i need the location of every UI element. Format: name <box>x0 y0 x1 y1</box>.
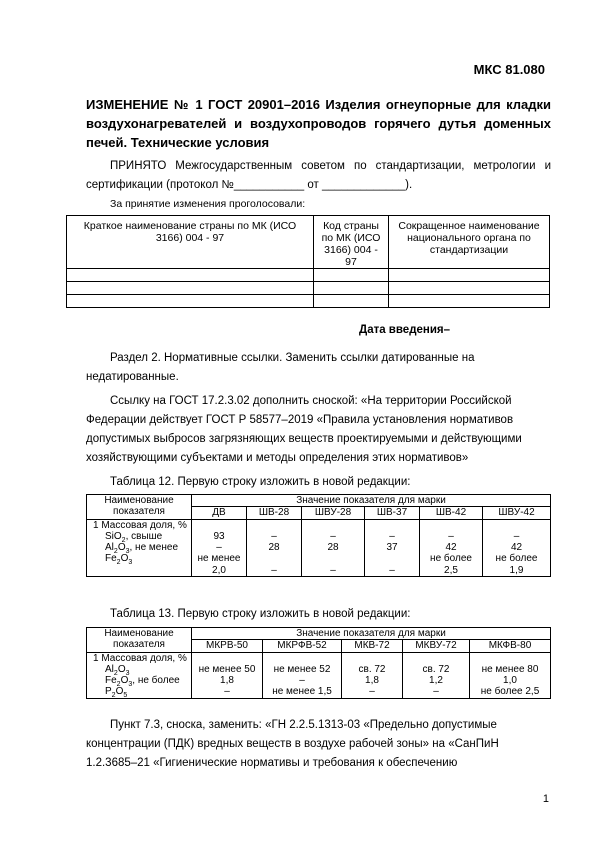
classification-code: МКС 81.080 <box>473 62 545 77</box>
t13-col: МКРФВ-52 <box>263 640 342 652</box>
t12-col: ДВ <box>192 507 247 519</box>
vote-empty-row <box>67 269 550 282</box>
t12-values-shvu28: – 28 – <box>302 519 365 576</box>
t12-values-dv: 93 – не менее 2,0 <box>192 519 247 576</box>
page-number: 1 <box>542 793 549 805</box>
vote-header-organ: Сокращенное наименование национального органа по стандартизации <box>389 216 550 269</box>
clause73-line-1: Пункт 7.3, сноска, заменить: «ГН 2.2.5.1313-03 «Предельно допустимые <box>110 719 497 731</box>
t13-row-label-cell <box>87 652 192 698</box>
t13-col: МКВ-72 <box>342 640 403 652</box>
t13-row-label: 1 Массовая доля, % <box>93 652 187 664</box>
t13-head-value: Значение показателя для марки <box>192 628 551 640</box>
vote-header-code: Код страны по МК (ИСО 3166) 004 - 97 <box>314 216 389 269</box>
t13-values-mkrfv52: не менее 52 – не менее 1,5 <box>263 652 342 698</box>
t13-col: МКФВ-80 <box>470 640 551 652</box>
t12-sio2-label: SiO$_2$, свыше <box>105 530 163 544</box>
footnote-line-2: Федерации действует ГОСТ Р 58577–2019 «Правила установления нормативов <box>86 414 514 426</box>
footnote-line-3: допустимых выбросов загрязняющих веществ проектируемыми и действующими <box>86 433 522 445</box>
footnote-line-4: хозяйствующими субъектами и методы определения этих нормативов» <box>86 452 469 464</box>
t12-values-shvu42: – 42 не более 1,9 <box>483 519 551 576</box>
t12-al2o3-label: $Al_2O_3$, не менее <box>105 542 179 556</box>
t13-col: МКВУ-72 <box>403 640 470 652</box>
t12-values-shv28: – 28 – <box>247 519 302 576</box>
table-13 <box>86 627 551 699</box>
t12-values-shv37: – 37 – <box>365 519 420 576</box>
t13-values-mkfv80: не менее 80 1,0 не более 2,5 <box>470 652 551 698</box>
table13-caption: Таблица 13. Первую строку изложить в новой редакции: <box>110 608 411 620</box>
accepted-line-1: ПРИНЯТО Межгосударственным советом по стандартизации, метрологии и <box>110 160 551 172</box>
t13-values-mkv72: св. 72 1,8 – <box>342 652 403 698</box>
t13-values-mkvu72: св. 72 1,2 – <box>403 652 470 698</box>
table12-caption: Таблица 12. Первую строку изложить в новой редакции: <box>110 476 411 488</box>
vote-header-country: Краткое наименование страны по МК (ИСО 3166) 004 - 97 <box>67 216 314 269</box>
t12-col: ШВ-37 <box>365 507 420 519</box>
t12-row-label-cell <box>87 519 192 576</box>
t12-head-name: Наименование показателя <box>87 495 192 520</box>
vote-table <box>66 215 550 308</box>
voted-label: За принятие изменения проголосовали: <box>110 198 306 210</box>
t13-p2o5-label: $P_2O_5$ <box>105 686 128 700</box>
table-12 <box>86 494 551 577</box>
t12-row-label: 1 Массовая доля, % <box>93 519 187 531</box>
clause73-line-2: концентрации (ПДК) вредных веществ в воздухе рабочей зоны» на «СанПиН <box>86 738 499 750</box>
t12-col: ШВ-28 <box>247 507 302 519</box>
vote-empty-row <box>67 282 550 295</box>
accepted-line-2: сертификации (протокол №___________ от _____________). <box>86 179 413 191</box>
t13-head-name: Наименование показателя <box>87 628 192 653</box>
t12-col: ШВ-42 <box>420 507 483 519</box>
clause73-line-3: 1.2.3685–21 «Гигиенические нормативы и требования к обеспечению <box>86 757 458 769</box>
t13-col: МКРВ-50 <box>192 640 263 652</box>
intro-date: Дата введения– <box>359 324 451 336</box>
t13-fe2o3-label: $Fe_2O_3$, не более <box>105 675 180 689</box>
section2-line-2: недатированные. <box>86 371 179 383</box>
t12-col: ШВУ-28 <box>302 507 365 519</box>
t12-fe2o3-label: $Fe_2O_3$ <box>105 553 133 567</box>
t12-col: ШВУ-42 <box>483 507 551 519</box>
t13-al2o3-label: $Al_2O_3$ <box>105 663 130 677</box>
vote-empty-row <box>67 295 550 308</box>
document-title: ИЗМЕНЕНИЕ № 1 ГОСТ 20901–2016 Изделия огнеупорные для кладки воздухонагревателей и воздухопроводов горячего дутья доменных печей. Технические условия <box>86 97 551 150</box>
t12-head-value: Значение показателя для марки <box>192 495 551 507</box>
t12-values-shv42: – 42 не более 2,5 <box>420 519 483 576</box>
t13-values-mkrv50: не менее 50 1,8 – <box>192 652 263 698</box>
section2-line-1: Раздел 2. Нормативные ссылки. Заменить ссылки датированные на <box>110 352 475 364</box>
footnote-line-1: Ссылку на ГОСТ 17.2.3.02 дополнить сноской: «На территории Российской <box>110 395 512 407</box>
